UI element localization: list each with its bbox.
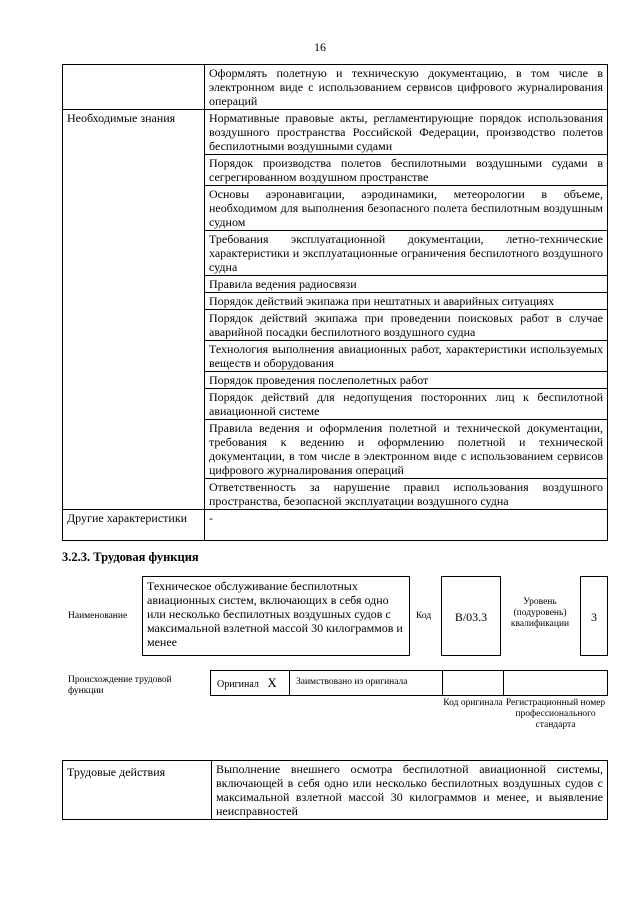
code-label: Код: [416, 611, 432, 621]
section-title: 3.2.3. Трудовая функция: [62, 550, 199, 564]
original-code-cell: [442, 670, 504, 696]
origin-label: Происхождение трудовой функции: [68, 675, 172, 696]
knowledge-item: Порядок действий для недопущения посторонних лиц к беспилотной авиационной системе: [205, 389, 608, 420]
function-name: Техническое обслуживание беспилотных авиационных систем, включающих в себя одно или несколько беспилотных воздушных судов с максимальной взлетной массой 30 килограммов и менее: [142, 576, 410, 656]
actions-label: Трудовые действия: [63, 761, 212, 820]
knowledge-label: Необходимые знания: [63, 110, 205, 510]
other-label: Другие характеристики: [63, 510, 205, 541]
original-label: Оригинал: [217, 679, 259, 690]
table-row: [63, 510, 608, 541]
reg-caption: Регистрационный номер профессионального стандарта: [505, 698, 606, 730]
first-row-text: Оформлять полетную и техническую документацию, в том числе в электронном виде с использованием сервисов цифрового журналирования операций: [205, 65, 608, 110]
borrowed-label: Заимствовано из оригинала: [289, 670, 443, 696]
actions-text: Выполнение внешнего осмотра беспилотной авиационной системы, включающей в себя одно или несколько беспилотных воздушных судов с максимальной взлетной массой 30 килограммов и менее, и выявление неисправностей: [212, 761, 608, 820]
page-number: 16: [314, 40, 326, 54]
knowledge-item: Основы аэронавигации, аэродинамики, метеорологии в объеме, необходимом для выполнения безопасного полета беспилотным воздушным судном: [205, 186, 608, 231]
level-label: Уровень (подуровень) квалификации: [510, 597, 570, 629]
knowledge-item: Порядок производства полетов беспилотными воздушными судами в сегрегированном воздушном пространстве: [205, 155, 608, 186]
knowledge-item: Нормативные правовые акты, регламентирующие порядок использования воздушного пространства Российской Федерации, производство полетов беспилотными воздушными судами: [205, 110, 608, 155]
table-row: [63, 761, 608, 820]
empty-cell: [63, 65, 205, 110]
actions-table: [62, 760, 608, 820]
knowledge-table: [62, 64, 608, 541]
level-value: 3: [580, 576, 608, 656]
reg-number-cell: [503, 670, 608, 696]
knowledge-item: Требования эксплуатационной документации, летно-технические характеристики и эксплуатационные ограничения беспилотного воздушного судна: [205, 231, 608, 276]
table-row: [63, 65, 608, 110]
original-mark: X: [267, 675, 277, 690]
knowledge-item: Технология выполнения авиационных работ, характеристики используемых веществ и оборудования: [205, 341, 608, 372]
knowledge-item: Правила ведения радиосвязи: [205, 276, 608, 293]
original-cell: [210, 670, 290, 696]
function-code: B/03.3: [441, 576, 501, 656]
knowledge-item: Порядок проведения послеполетных работ: [205, 372, 608, 389]
knowledge-item: Правила ведения и оформления полетной и технической документации, требования к ведению и оформлению полетной и технической документации, в том числе в электронном виде с использованием сервисов цифрового журналирования операций: [205, 420, 608, 479]
table-row: [63, 110, 608, 155]
knowledge-item: Порядок действий экипажа при нештатных и аварийных ситуациях: [205, 293, 608, 310]
knowledge-item: Ответственность за нарушение правил использования воздушного пространства, безопасной эксплуатации воздушного судна: [205, 479, 608, 510]
knowledge-item: Порядок действий экипажа при проведении поисковых работ в случае аварийной посадки беспилотного воздушного судна: [205, 310, 608, 341]
code-caption: Код оригинала: [443, 698, 503, 708]
other-value: -: [205, 510, 608, 541]
name-label: Наименование: [68, 611, 128, 621]
